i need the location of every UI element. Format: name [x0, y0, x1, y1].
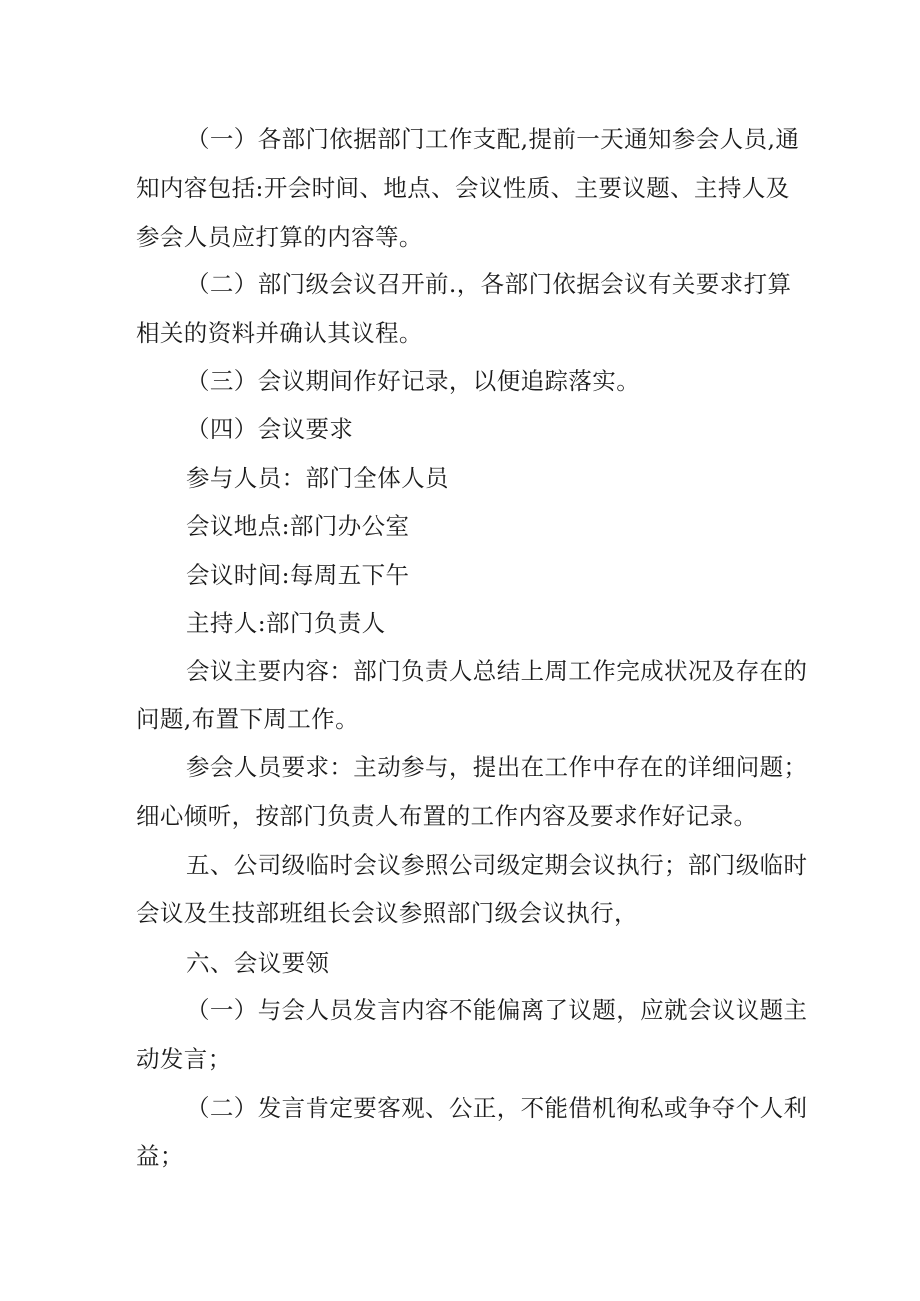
- paragraph-line: （二）部门级会议召开前.，各部门依据会议有关要求打算: [186, 270, 792, 298]
- paragraph-line: 细心倾听，按部门负责人布置的工作内容及要求作好记录。: [136, 802, 758, 830]
- paragraph-line: 参与人员：部门全体人员: [186, 464, 449, 492]
- paragraph-line: 问题,布置下周工作。: [136, 705, 359, 733]
- paragraph-line: （一）各部门依据部门工作支配,提前一天通知参会人员,通: [186, 125, 800, 153]
- paragraph-line: 会议主要内容：部门负责人总结上周工作完成状况及存在的: [186, 657, 808, 685]
- paragraph-line: 五、公司级临时会议参照公司级定期会议执行；部门级临时: [186, 851, 808, 879]
- paragraph-line: 参会人员要求：主动参与，提出在工作中存在的详细问题；: [186, 753, 808, 781]
- paragraph-line: 六、会议要领: [186, 949, 330, 977]
- paragraph-line: （二）发言肯定要客观、公正，不能借机徇私或争夺个人利: [186, 1094, 808, 1122]
- paragraph-line: （三）会议期间作好记录，以便追踪落实。: [186, 367, 641, 395]
- paragraph-line: 会议时间:每周五下午: [186, 561, 410, 589]
- paragraph-line: 动发言；: [136, 1045, 232, 1073]
- paragraph-line: 相关的资料并确认其议程。: [136, 319, 423, 347]
- paragraph-line: 主持人:部门负责人: [186, 609, 386, 637]
- paragraph-line: 会议地点:部门办公室: [186, 512, 410, 540]
- paragraph-line: 益；: [136, 1142, 184, 1170]
- paragraph-line: 参会人员应打算的内容等。: [136, 223, 423, 251]
- paragraph-line: （四）会议要求: [186, 415, 354, 443]
- paragraph-line: （一）与会人员发言内容不能偏离了议题，应就会议议题主: [186, 996, 808, 1024]
- paragraph-line: 知内容包括:开会时间、地点、会议性质、主要议题、主持人及: [136, 174, 790, 202]
- paragraph-line: 会议及生技部班组长会议参照部门级会议执行，: [136, 899, 638, 927]
